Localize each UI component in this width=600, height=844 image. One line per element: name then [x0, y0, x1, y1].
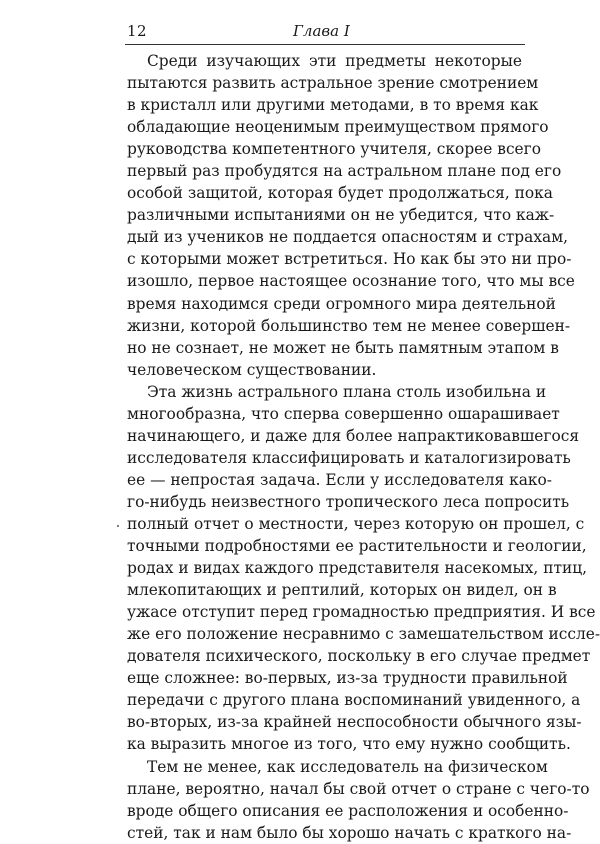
text-line: ка выразить многое из того, что ему нужно сообщить. [127, 735, 571, 754]
text-line: полный отчет о местности, через которую он прошел, с [127, 514, 585, 533]
text-line: исследователя классифицировать и каталогизировать [127, 448, 571, 467]
body-text [127, 50, 600, 844]
paragraph-1 [127, 50, 575, 381]
text-line: первый раз пробудятся на астральном плане под его [127, 162, 562, 181]
chapter-title: Глава I [293, 22, 350, 40]
text-line: вроде общего описания ее расположения и особенно- [127, 801, 569, 820]
text-line: Тем не менее, как исследователь на физическом [147, 757, 548, 776]
paragraph-3 [127, 756, 590, 844]
paragraph-2 [127, 381, 600, 756]
text-line: пытаются развить астральное зрение смотрением [127, 74, 539, 93]
text-line: стей, так и нам было бы хорошо начать с краткого на- [127, 823, 572, 842]
text-line: но не сознает, не может не быть памятным этапом в [127, 338, 559, 357]
text-line: человеческом существовании. [127, 360, 377, 379]
text-line: изошло, первое настоящее осознание того, что мы все [127, 272, 575, 291]
text-line: особой защитой, которая будет продолжаться, пока [127, 184, 553, 203]
text-line: млекопитающих и рептилий, которых он видел, он в [127, 581, 557, 600]
text-line: время находимся среди огромного мира деятельной [127, 294, 556, 313]
text-line: руководства компетентного учителя, скорее всего [127, 140, 541, 159]
text-line: различными испытаниями он не убедится, что каж- [127, 206, 555, 225]
text-line: в кристалл или другими методами, в то время как [127, 96, 539, 115]
text-line: Эта жизнь астрального плана столь изобильна и [147, 382, 547, 401]
stray-ink-dot [117, 525, 119, 527]
text-line: еще сложнее: во-первых, из-за трудности правильной [127, 669, 568, 688]
text-line: дый из учеников не поддается опасностям и страхам, [127, 228, 569, 247]
text-line: жизни, которой большинство тем не менее совершен- [127, 316, 571, 335]
text-line: дователя психического, поскольку в его случае предмет [127, 647, 591, 666]
text-line: ее — непростая задача. Если у исследователя како- [127, 470, 552, 489]
text-line: же его положение несравнимо с замешательством иссле- [127, 625, 600, 644]
text-line: точными подробностями ее растительности и геологии, [127, 537, 587, 556]
text-line: родах и видах каждого представителя насекомых, птиц, [127, 559, 588, 578]
text-line: передачи с другого плана воспоминаний увиденного, а [127, 691, 581, 710]
text-line: с которыми может встретиться. Но как бы это ни про- [127, 250, 572, 269]
running-head [125, 16, 525, 45]
text-line: обладающие неоценимым преимуществом прямого [127, 118, 549, 137]
text-line: плане, вероятно, начал бы свой отчет о стране с чего-то [127, 779, 590, 798]
text-line: начинающего, и даже для более напрактиковавшегося [127, 426, 580, 445]
page-number: 12 [127, 22, 148, 40]
text-line: многообразна, что сперва совершенно ошарашивает [127, 404, 560, 423]
text-line: го-нибудь неизвестного тропического леса попросить [127, 492, 570, 511]
text-line: ужасе отступит перед громадностью предприятия. И все [127, 603, 596, 622]
text-line: во-вторых, из-за крайней неспособности обычного язы- [127, 713, 582, 732]
text-line: Среди изучающих эти предметы некоторые [147, 52, 522, 70]
